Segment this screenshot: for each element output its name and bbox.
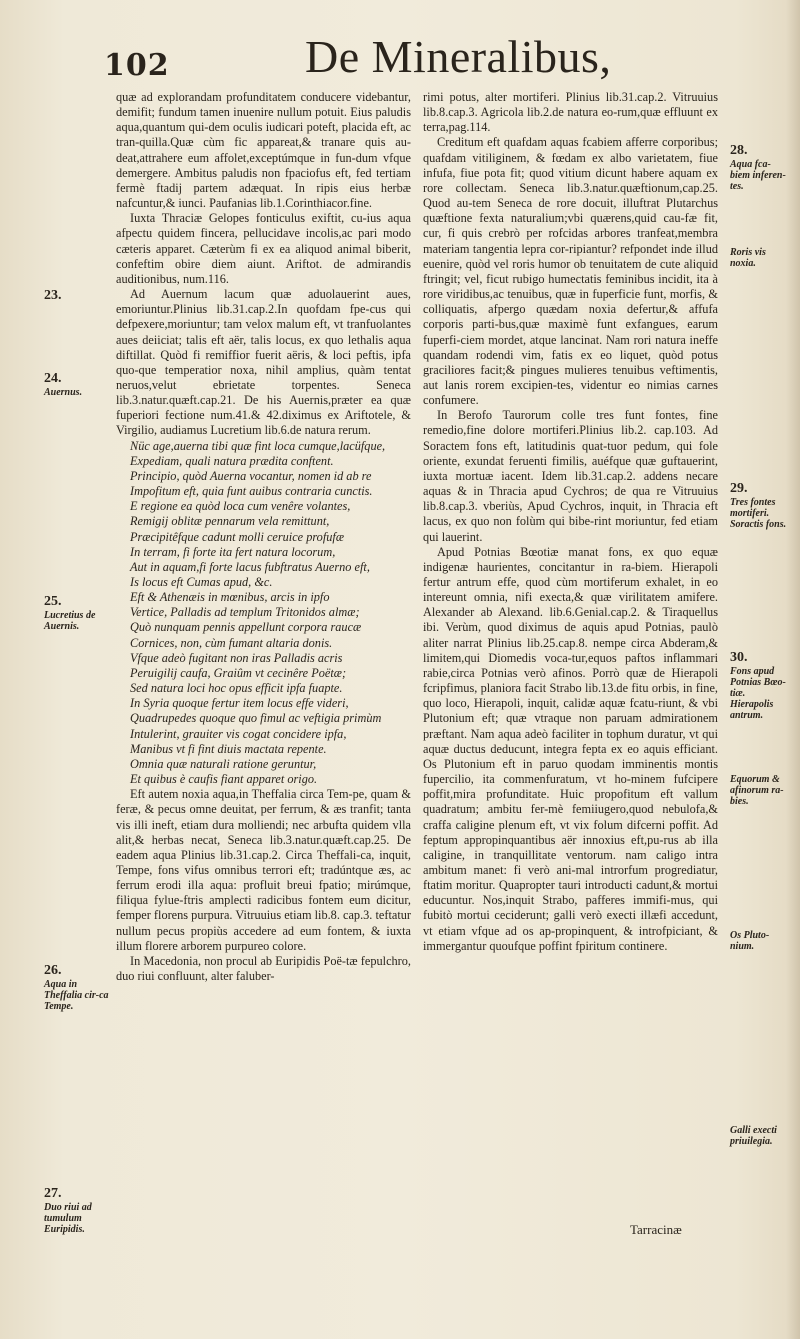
verse-line: Manibus vt fi fint diuis mactata repente.: [130, 741, 327, 756]
margin-number: 25.: [44, 594, 62, 609]
margin-text: Auernus.: [44, 387, 83, 398]
right-paragraph-4: Apud Potnias Bœotiæ manat fons, ex quo equæ indigenæ haurientes, concitantur in ra-biem. Hierapoli fertur antrum effe, quod cùm mortiferum exhalet, in eo intereunt omnia, nifi execta,& quæ virilitatem amifere. Alexander ab Alexand. lib.6.Genial.cap.2. & Tiraquellus ibi. Verùm, quod diximus de aquis apud Potnias, paulò aliter narrat Plinius lib.25.cap.8. nempe circa Abderam,& limitem,qui Diomedis voca-tur,equos paftos inflammari rabie,circa Potnias verò afinos. Porrò quæ de Hierapoli fcripfimus, planiora facit Strabo lib.13.de fitu orbis, in fine, quo loco, Hierapoli, inquit, calidæ aquæ fcatu-riunt, & vbi Plutonium eft; quæ vtraque non paruam admirationem præftant. Nam aqua adeò faciliter in tophum duratur, vt qui aquæ ductus deducunt, integra fepta ex eo aquis efficiant. Os Plutonium eft in paruo quodam imminentis montis fupercilio, ita commenfuratum, vt ho-minem fufcipere poffit,mira profunditate. Huic propofitum eft vallum quadratum; ambitu fer-mè femiiugero,quod nebulofa,& craffa caligine plenum eft, vt vix folum difcerni poffit. Ad feptum appropinquantibus aër innoxius eft,pu-rus ab illa caligine, in tranquillitate ventorum. nam caligo intra ambitum manet: fi verò ani-mal introrfum progrediatur, ftatim moritur. Quapropter tauri introducti cadunt,& mortui educuntur. Nos,inquit Strabo, pafferes immifi-mus, qui fubitò mortui ceciderunt; galli verò execti illæfi accedunt, vt etiam vfque ad os ap-propinquent, & introfpiciant, & immergantur quoufque poffint fpiritum continere.: [423, 544, 718, 953]
running-head: De Mineralibus,: [305, 31, 612, 82]
margin-number: 29.: [730, 481, 748, 496]
margin-note-plutonium: [730, 930, 790, 952]
margin-text: Lucretius de Auernis.: [44, 610, 96, 632]
verse-line: Is locus eft Cumas apud, &c.: [130, 575, 273, 589]
page-number: 102: [104, 48, 170, 83]
margin-note-26: [44, 963, 114, 1012]
right-paragraph-1: rimi potus, alter mortiferi. Plinius lib.31.cap.2. Vitruuius lib.8.cap.3. Agricola lib.2.de natura eo-rum,quæ effluunt ex terra,pag.114.: [423, 90, 718, 135]
verse-line: Cornices, non, cùm fumant altaria donis.: [130, 635, 333, 650]
margin-note-galli: [730, 1125, 790, 1147]
verse-line: In Syria quoque fertur item locus effe videri,: [130, 696, 349, 711]
right-paragraph-3: In Berofo Taurorum colle tres funt fontes, fine remedio,fine dolore mortiferi.Plinius lib.2. cap.103. Ad Soractem fons eft, latitudinis quat-tuor pedum, qui fole oriente, exundat feruenti fimilis, auéfque quæ guftauerint, iuxta mortuæ iacent. Idem lib.31.cap.2. addens necare aquas & in Thracia apud Cychros; de qua re Vitruuius lib.8.cap.3. vberiùs, Apud Cychros, inquit, in Thracia eft lacus, ex quo non folùm qui bibe-rint moriuntur, fed etiam qui lauerint.: [423, 408, 718, 544]
margin-number: 24.: [44, 371, 62, 386]
left-paragraph-3: Ad Auernum lacum quæ aduolauerint aues, emoriuntur.Plinius lib.31.cap.2.In quofdam fpe-cus qui defpexere,moriuntur; tam velox malum eft, vt tranfuolantes aues deiiciat; talis eft aër, talis locus, ex quo lethalis aqua diftillat. Quòd fi remiffior fuerit aëris, & loci peftis, ipfa quo-que temperatior noxa, nihil amplius, quàm tentat neruos,velut ebrietate torpentes. Seneca lib.3.natur.quæft.cap.21. De his Auernis,præter ea quæ fuperiori fectione num.41.& 42.diximus ex Ariftotele, & Virgilio, audiamus Lucretium lib.6.de natura rerum.: [116, 287, 411, 438]
margin-number: 30.: [730, 650, 748, 665]
verse-line: In terram, fi forte ita fert natura locorum,: [130, 544, 336, 559]
margin-text: Tres fontes mortiferi. Soractis fons.: [730, 497, 787, 530]
verse-line: Peruigilij caufa, Graiûm vt cecinêre Poëtæ;: [130, 665, 347, 680]
verse-line: Remigij oblitæ pennarum vela remittunt,: [130, 514, 330, 529]
margin-note-27: [44, 1186, 114, 1235]
margin-number: 26.: [44, 963, 62, 978]
margin-text: Fons apud Potnias Bœo-tiæ. Hierapolis antrum.: [730, 666, 786, 721]
verse-line: Principio, quòd Auerna vocantur, nomen id ab re: [130, 468, 372, 483]
left-paragraph-1: quæ ad explorandam profunditatem conducere videbantur, demifit; fundum tamen inuenire nullum potuit. Eius paludis aqua,quantum qui-dem oculis iudicari poteft, placida eft, ac tran-quilla.Quæ cùm fic appareat,& tranare quis au-deat,attrahere eum affolet,exceptúmque in fun-dum vfque demergere. Ambitus paludis non fpaciofus eft, fed tertiam fermè ftadij partem adæquat. In ripis eius herbæ nafcuntur,& iunci. Paufanias lib.1.Corinthiacor.fine.: [116, 90, 411, 211]
verse-line: Impofitum eft, quia funt auibus contraria cunctis.: [130, 484, 373, 499]
verse-line: Sed natura loci hoc opus efficit ipfa fuapte.: [130, 681, 343, 696]
verse-line: Quò nunquam pennis appellunt corpora raucæ: [130, 620, 362, 635]
margin-number: 27.: [44, 1186, 62, 1201]
margin-note-30: [730, 650, 790, 721]
left-column: [116, 90, 411, 984]
verse-line: E regione ea quòd loca cum venêre volantes,: [130, 499, 351, 514]
margin-number: 28.: [730, 143, 748, 158]
verse-line: Omnia quæ naturali ratione geruntur,: [130, 756, 317, 771]
verse-line: Intulerint, grauiter vis cogat concidere ipfa,: [130, 726, 347, 741]
verse-line: Præcipitêfque cadunt molli ceruice profufæ: [130, 529, 345, 544]
verse-line: Aut in aquam,fi forte lacus fubftratus Auerno eft,: [130, 559, 370, 574]
catchword: Tarracinæ: [630, 1222, 682, 1237]
margin-note-29: [730, 481, 790, 530]
verse-line: Eft & Athenæis in mœnibus, arcis in ipfo: [130, 590, 330, 605]
margin-note-24: [44, 371, 114, 398]
margin-text: Duo riui ad tumulum Euripidis.: [44, 1202, 92, 1235]
page-edge-shadow: [786, 0, 800, 1339]
margin-note-25: [44, 594, 114, 632]
verse-line: Expediam, quali natura prædita conftent.: [130, 453, 334, 468]
left-paragraph-4: Eft autem noxia aqua,in Theffalia circa Tem-pe, quam & feræ, & pecus omne deuitat, per ferrum, & æs tranfit; tanta vis illi ineft, etiam dura molliendi; nec arbufta quidem vlla alit,& herbas necat, Seneca lib.3.natur.quæft.cap.25. De eadem aqua Plinius lib.31.cap.2. Circa Theffali-ca, inquit, Tempe, fons vifus omnibus terrori eft; tradúntque æs, ac ferrum erodi illa aqua: profluit breui fpatio; mirúmque, filiqua fylue-ftris amplecti radicibus fontem eum dicitur, femper florens purpura. Vitruuius etiam lib.8. cap.3. teftatur nullum pecus propiùs accedere ad eum fontem, & iuxta illum florere arborem purpureo colore.: [116, 787, 411, 953]
verse-line: Vertice, Palladis ad templum Tritonidos almæ;: [130, 605, 360, 620]
verse-line: Vfque adeò fugitant non iras Palladis acris: [130, 650, 343, 665]
margin-note-roris: [730, 247, 790, 269]
lucretius-verse: [116, 439, 411, 788]
page-header: [0, 30, 800, 90]
verse-line: Quadrupedes quoque quo fimul ac veftigia primùm: [130, 711, 382, 726]
margin-text: Equorum & afinorum ra-bies.: [730, 774, 784, 807]
margin-text: Galli execti priuilegia.: [730, 1125, 777, 1147]
left-paragraph-2: Iuxta Thraciæ Gelopes fonticulus exiftit, cu-ius aqua afpectu quidem fincera, pellucidave incolis,ac pari modo cæteris apparet. Cæterùm fi ex ea aliquod animal biberit, confeftim obire diem aiunt. Ariftot. de admirandis auditionibus, num.116.: [116, 211, 411, 286]
right-paragraph-2: Creditum eft quafdam aquas fcabiem afferre corporibus; quafdam vitiliginem, & fœdam ex albo varietatem, fiue infufa, fiue pota fit; quod vitium dicunt habere aquam ex rore collectam. Seneca lib.3.natur.quæftionum,cap.25. Quod au-tem Seneca de rore docuit, illuftrat Plutarchus quæftione fexta naturalium;vbi quærens,quid cau-fæ fit, cur, fi quis crebrò per rofcidas arbores tranfeat,membra materiam tangentia lepra cor-ripiantur? refpondet inde illud euenire, quòd vel roris humor ob tenuitatem de cute aliquid ftringit; vel, ficut rubigo humectatis feminibus incidit, ita à rore viridibus,ac tenuibus, quæ in fuperficie funt, morfis, & colliquatis, afpergo quædam noxia defertur,& affufa corporis parti-bus,quæ maximè funt exfangues, earum fuperfi-ciem mordet, atque lancinat. Nam rori natura ineffe quandam rodendi vim, fatis ex eo liquet, quòd potus graciliores facit;& pingues mulieres tenuibus veftimentis, aut lanis rorem excipien-tes, videntur eo nimias carnes confumere.: [423, 135, 718, 408]
margin-text: Roris vis noxia.: [730, 247, 766, 269]
margin-text: Os Pluto-nium.: [730, 930, 770, 952]
margin-text: Aqua in Theffalia cir-ca Tempe.: [44, 979, 109, 1012]
margin-note-23: [44, 288, 114, 304]
left-paragraph-5: In Macedonia, non procul ab Euripidis Poë-tæ fepulchro, duo riui confluunt, alter faluber-: [116, 953, 411, 984]
right-column: [423, 90, 718, 954]
verse-line: Nüc age,auerna tibi quæ fint loca cumque,lacüfque,: [130, 438, 386, 453]
margin-text: Aqua fca-biem inferen-tes.: [730, 159, 786, 192]
margin-note-28: [730, 143, 790, 192]
margin-note-equorum: [730, 774, 790, 807]
verse-line: Et quibus è caufis fiant apparet origo.: [130, 772, 318, 787]
margin-number: 23.: [44, 288, 62, 303]
